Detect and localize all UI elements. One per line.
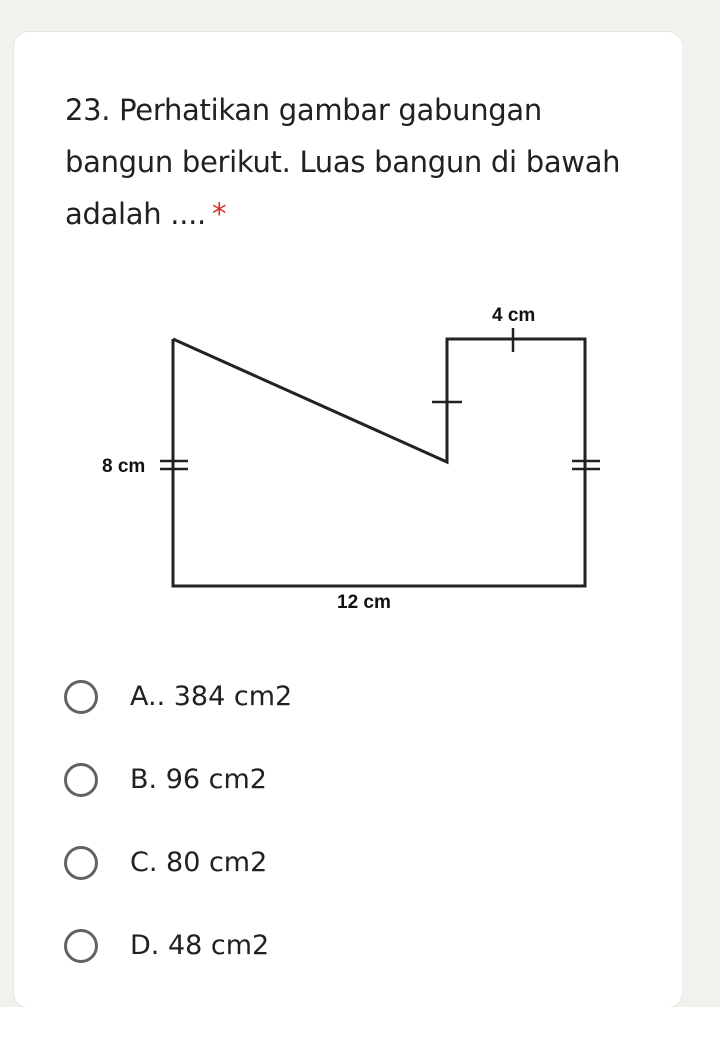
option-d[interactable]: [64, 904, 624, 987]
figure-outline: [173, 339, 585, 586]
option-c[interactable]: [64, 821, 624, 904]
option-a[interactable]: [64, 655, 624, 738]
page-margin: [682, 32, 720, 1007]
option-c-label[interactable]: C. 80 cm2: [130, 847, 268, 878]
page-footer-area: [0, 1007, 720, 1042]
option-a-label[interactable]: A.. 384 cm2: [130, 681, 293, 712]
option-b[interactable]: [64, 738, 624, 821]
label-top-4cm: 4 cm: [492, 305, 536, 326]
radio-c[interactable]: [64, 846, 98, 880]
question-figure: [90, 295, 610, 625]
question-text: 23. Perhatikan gambar gabungan bangun berikut. Luas bangun di bawah adalah ....: [65, 93, 621, 231]
answer-options: [64, 655, 624, 987]
option-d-label[interactable]: D. 48 cm2: [130, 930, 270, 961]
radio-a[interactable]: [64, 680, 98, 714]
label-left-8cm: 8 cm: [102, 456, 146, 477]
question-title: [65, 84, 625, 240]
radio-d[interactable]: [64, 929, 98, 963]
option-b-label[interactable]: B. 96 cm2: [130, 764, 267, 795]
label-bottom-12cm: 12 cm: [337, 592, 391, 613]
required-asterisk: *: [211, 197, 227, 231]
radio-b[interactable]: [64, 763, 98, 797]
